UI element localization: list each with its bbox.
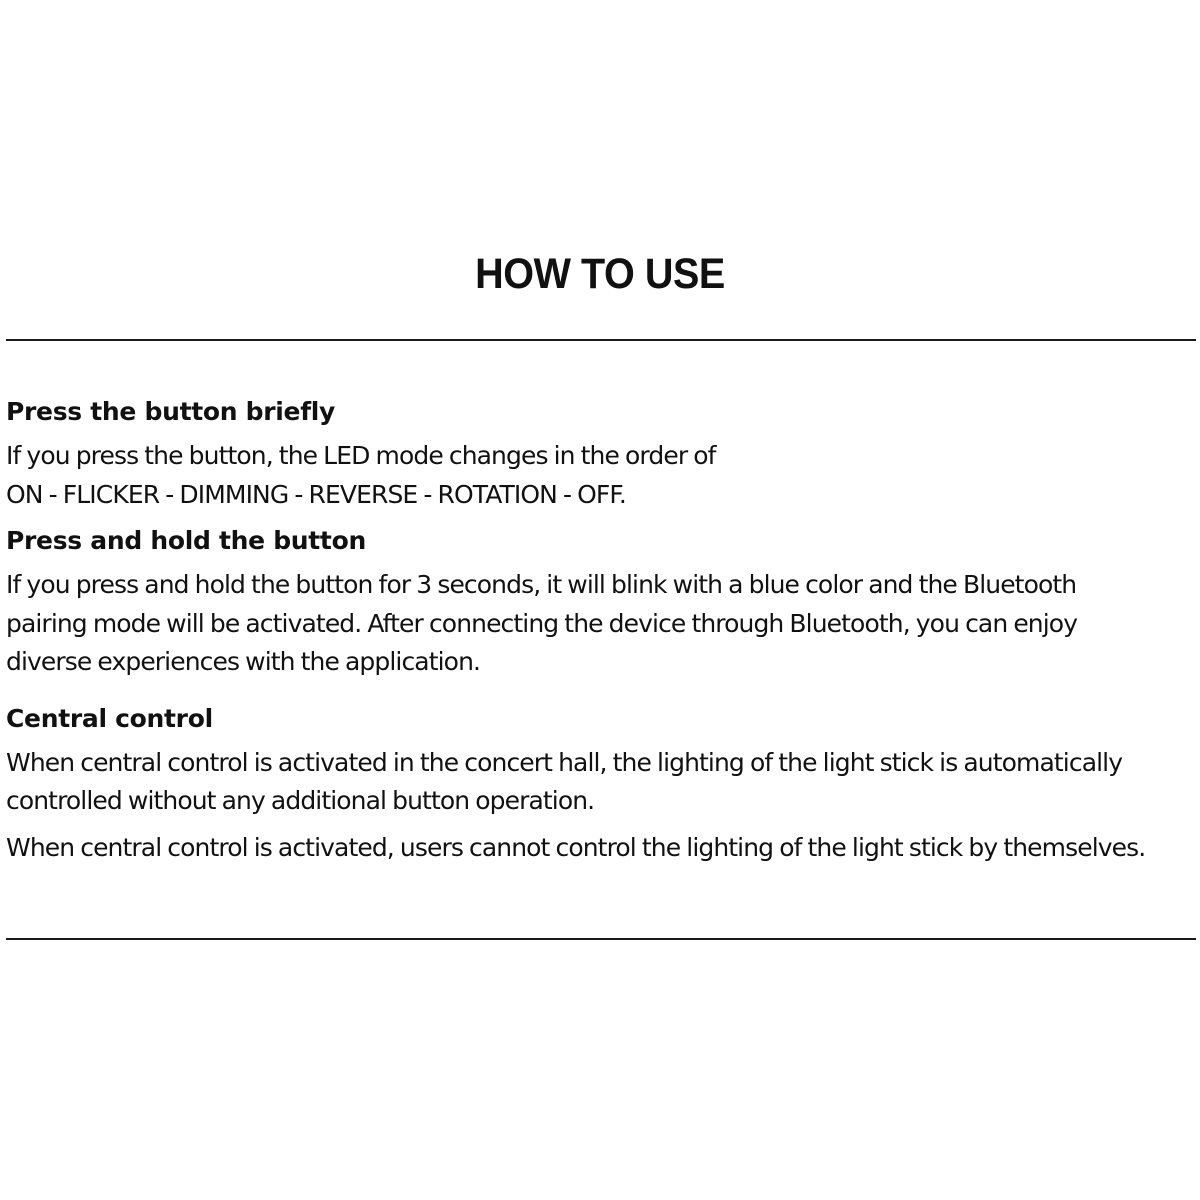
section-paragraph — [6, 829, 1196, 868]
section-heading: Press the button briefly — [6, 397, 336, 426]
section-heading: Press and hold the button — [6, 526, 366, 555]
top-divider — [6, 339, 1196, 341]
section-press-briefly — [6, 393, 1196, 514]
paragraph-line: controlled without any additional button operation. — [6, 786, 595, 815]
bottom-divider — [6, 938, 1196, 940]
paragraph-line: When central control is activated in the concert hall, the lighting of the light stick is automatically — [6, 747, 1123, 777]
paragraph-line: pairing mode will be activated. After connecting the device through Bluetooth, you can enjoy — [6, 608, 1078, 638]
paragraph-line: diverse experiences with the application. — [6, 647, 481, 676]
instructions-content — [6, 393, 1196, 867]
section-paragraph — [6, 566, 1196, 682]
paragraph-line: When central control is activated, users cannot control the lighting of the light stick by themselves. — [6, 832, 1146, 862]
section-press-hold — [6, 522, 1196, 682]
paragraph-line: If you press and hold the button for 3 seconds, it will blink with a blue color and the Bluetooth — [6, 570, 1077, 599]
paragraph-line: ON - FLICKER - DIMMING - REVERSE - ROTATION - OFF. — [6, 479, 626, 509]
section-paragraph — [6, 437, 1196, 514]
paragraph-line: If you press the button, the LED mode changes in the order of — [6, 441, 716, 470]
section-central-control — [6, 700, 1196, 868]
section-paragraph — [6, 744, 1196, 821]
page-title: HOW TO USE — [475, 250, 725, 298]
section-heading: Central control — [6, 703, 213, 733]
